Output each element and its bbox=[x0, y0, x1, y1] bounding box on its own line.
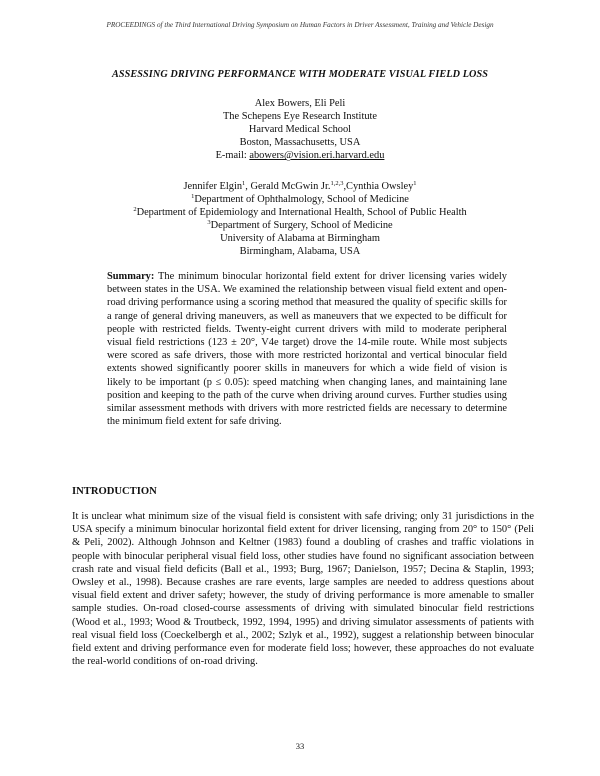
affiliation-marker: 1 bbox=[191, 193, 195, 201]
location-line: Birmingham, Alabama, USA bbox=[239, 246, 361, 258]
school-line: Harvard Medical School bbox=[248, 124, 352, 136]
affiliation-marker: 1,2,3 bbox=[330, 180, 344, 187]
email-label: E-mail: bbox=[215, 150, 250, 162]
page-number: 33 bbox=[295, 741, 305, 751]
section-heading-introduction: INTRODUCTION bbox=[72, 486, 157, 497]
department-line bbox=[0, 219, 600, 232]
author-name: ,Cynthia Owsley bbox=[343, 181, 414, 192]
university-line: University of Alabama at Birmingham bbox=[220, 233, 380, 245]
department-line bbox=[0, 206, 600, 219]
department-name: Department of Epidemiology and International Health, School of Public Health bbox=[136, 207, 467, 219]
author-group-alabama bbox=[0, 180, 600, 259]
location-line: Boston, Massachusetts, USA bbox=[239, 137, 361, 149]
summary-label: Summary: bbox=[107, 271, 155, 282]
author-group-harvard bbox=[0, 97, 600, 162]
department-line bbox=[0, 193, 600, 206]
running-header: PROCEEDINGS of the Third International Driving Symposium on Human Factors in Driver Assessment, Training and Vehicle Design bbox=[106, 21, 494, 29]
authors-line: Alex Bowers, Eli Peli bbox=[254, 98, 346, 109]
email-link[interactable]: abowers@vision.eri.harvard.edu bbox=[249, 150, 385, 162]
author-name: Jennifer Elgin bbox=[183, 181, 243, 192]
affiliation-marker: 3 bbox=[207, 219, 211, 227]
department-name: Department of Surgery, School of Medicine bbox=[210, 220, 393, 232]
introduction-paragraph: It is unclear what minimum size of the visual field is consistent with safe driving; only 31 jurisdictions in the USA specify a minimum binocular horizontal field extent for driver licensing, ranging from 20° to 150° (Peli & Peli, 2002). Although Johnson and Keltner (1983) found a doubling of crashes and traffic violations in people with binocular peripheral visual field loss, other studies have found no significant association between crash rate and visual field deficits (Ball et al., 1993; Burg, 1967; Danielson, 1957; Decina & Staplin, 1993; Owsley et al., 1998). Because crashes are rare events, large samples are needed to address questions about visual field extent and driver safety; however, the study of driving performance is more amenable to smaller sample studies. On-road closed-course assessments of driving with simulated binocular field restrictions (Wood et al., 1993; Wood & Troutbeck, 1992, 1994, 1995) and driving simulator assessments of patients with real visual field loss (Coeckelbergh et al., 2002; Szlyk et al., 1992), suggest a relationship between binocular field extent and driving performance even for moderate field loss; however, these approaches do not evaluate the real-world conditions of on-road driving. bbox=[72, 511, 534, 668]
author-name: , Gerald McGwin Jr. bbox=[245, 181, 331, 192]
paper-title: ASSESSING DRIVING PERFORMANCE WITH MODERATE VISUAL FIELD LOSS bbox=[111, 69, 489, 80]
summary-text: The minimum binocular horizontal field extent for driver licensing varies widely between states in the USA. We examined the relationship between visual field extent and open-road driving performance using a scoring method that measured the quality of specific skills for a range of general driving maneuvers, as well as maneuvers that we expected to be difficult for people with restricted fields. Twenty-eight current drivers with mild to moderate peripheral visual field restrictions (123 ± 20°, V4e target) drove the 14-mile route. While most subjects were scored as safe drivers, those with more restricted horizontal and vertical binocular field extents showed significantly poorer skills in maneuvers for which a wide field of vision is likely to be important (p ≤ 0.05): speed matching when changing lanes, and maintaining lane position and keeping to the path of the curve when driving around curves. Further studies using similar assessment methods with drivers with more restricted fields are necessary to determine the minimum field extent for safe driving. bbox=[107, 271, 507, 428]
affiliation-marker: 2 bbox=[133, 206, 137, 214]
affiliation-marker: 1 bbox=[242, 180, 246, 187]
authors-line bbox=[0, 180, 600, 193]
affiliation-marker: 1 bbox=[413, 180, 417, 187]
department-name: Department of Ophthalmology, School of Medicine bbox=[194, 194, 409, 206]
institute-line: The Schepens Eye Research Institute bbox=[222, 111, 378, 123]
email-line bbox=[0, 149, 600, 162]
summary-paragraph bbox=[107, 270, 507, 428]
